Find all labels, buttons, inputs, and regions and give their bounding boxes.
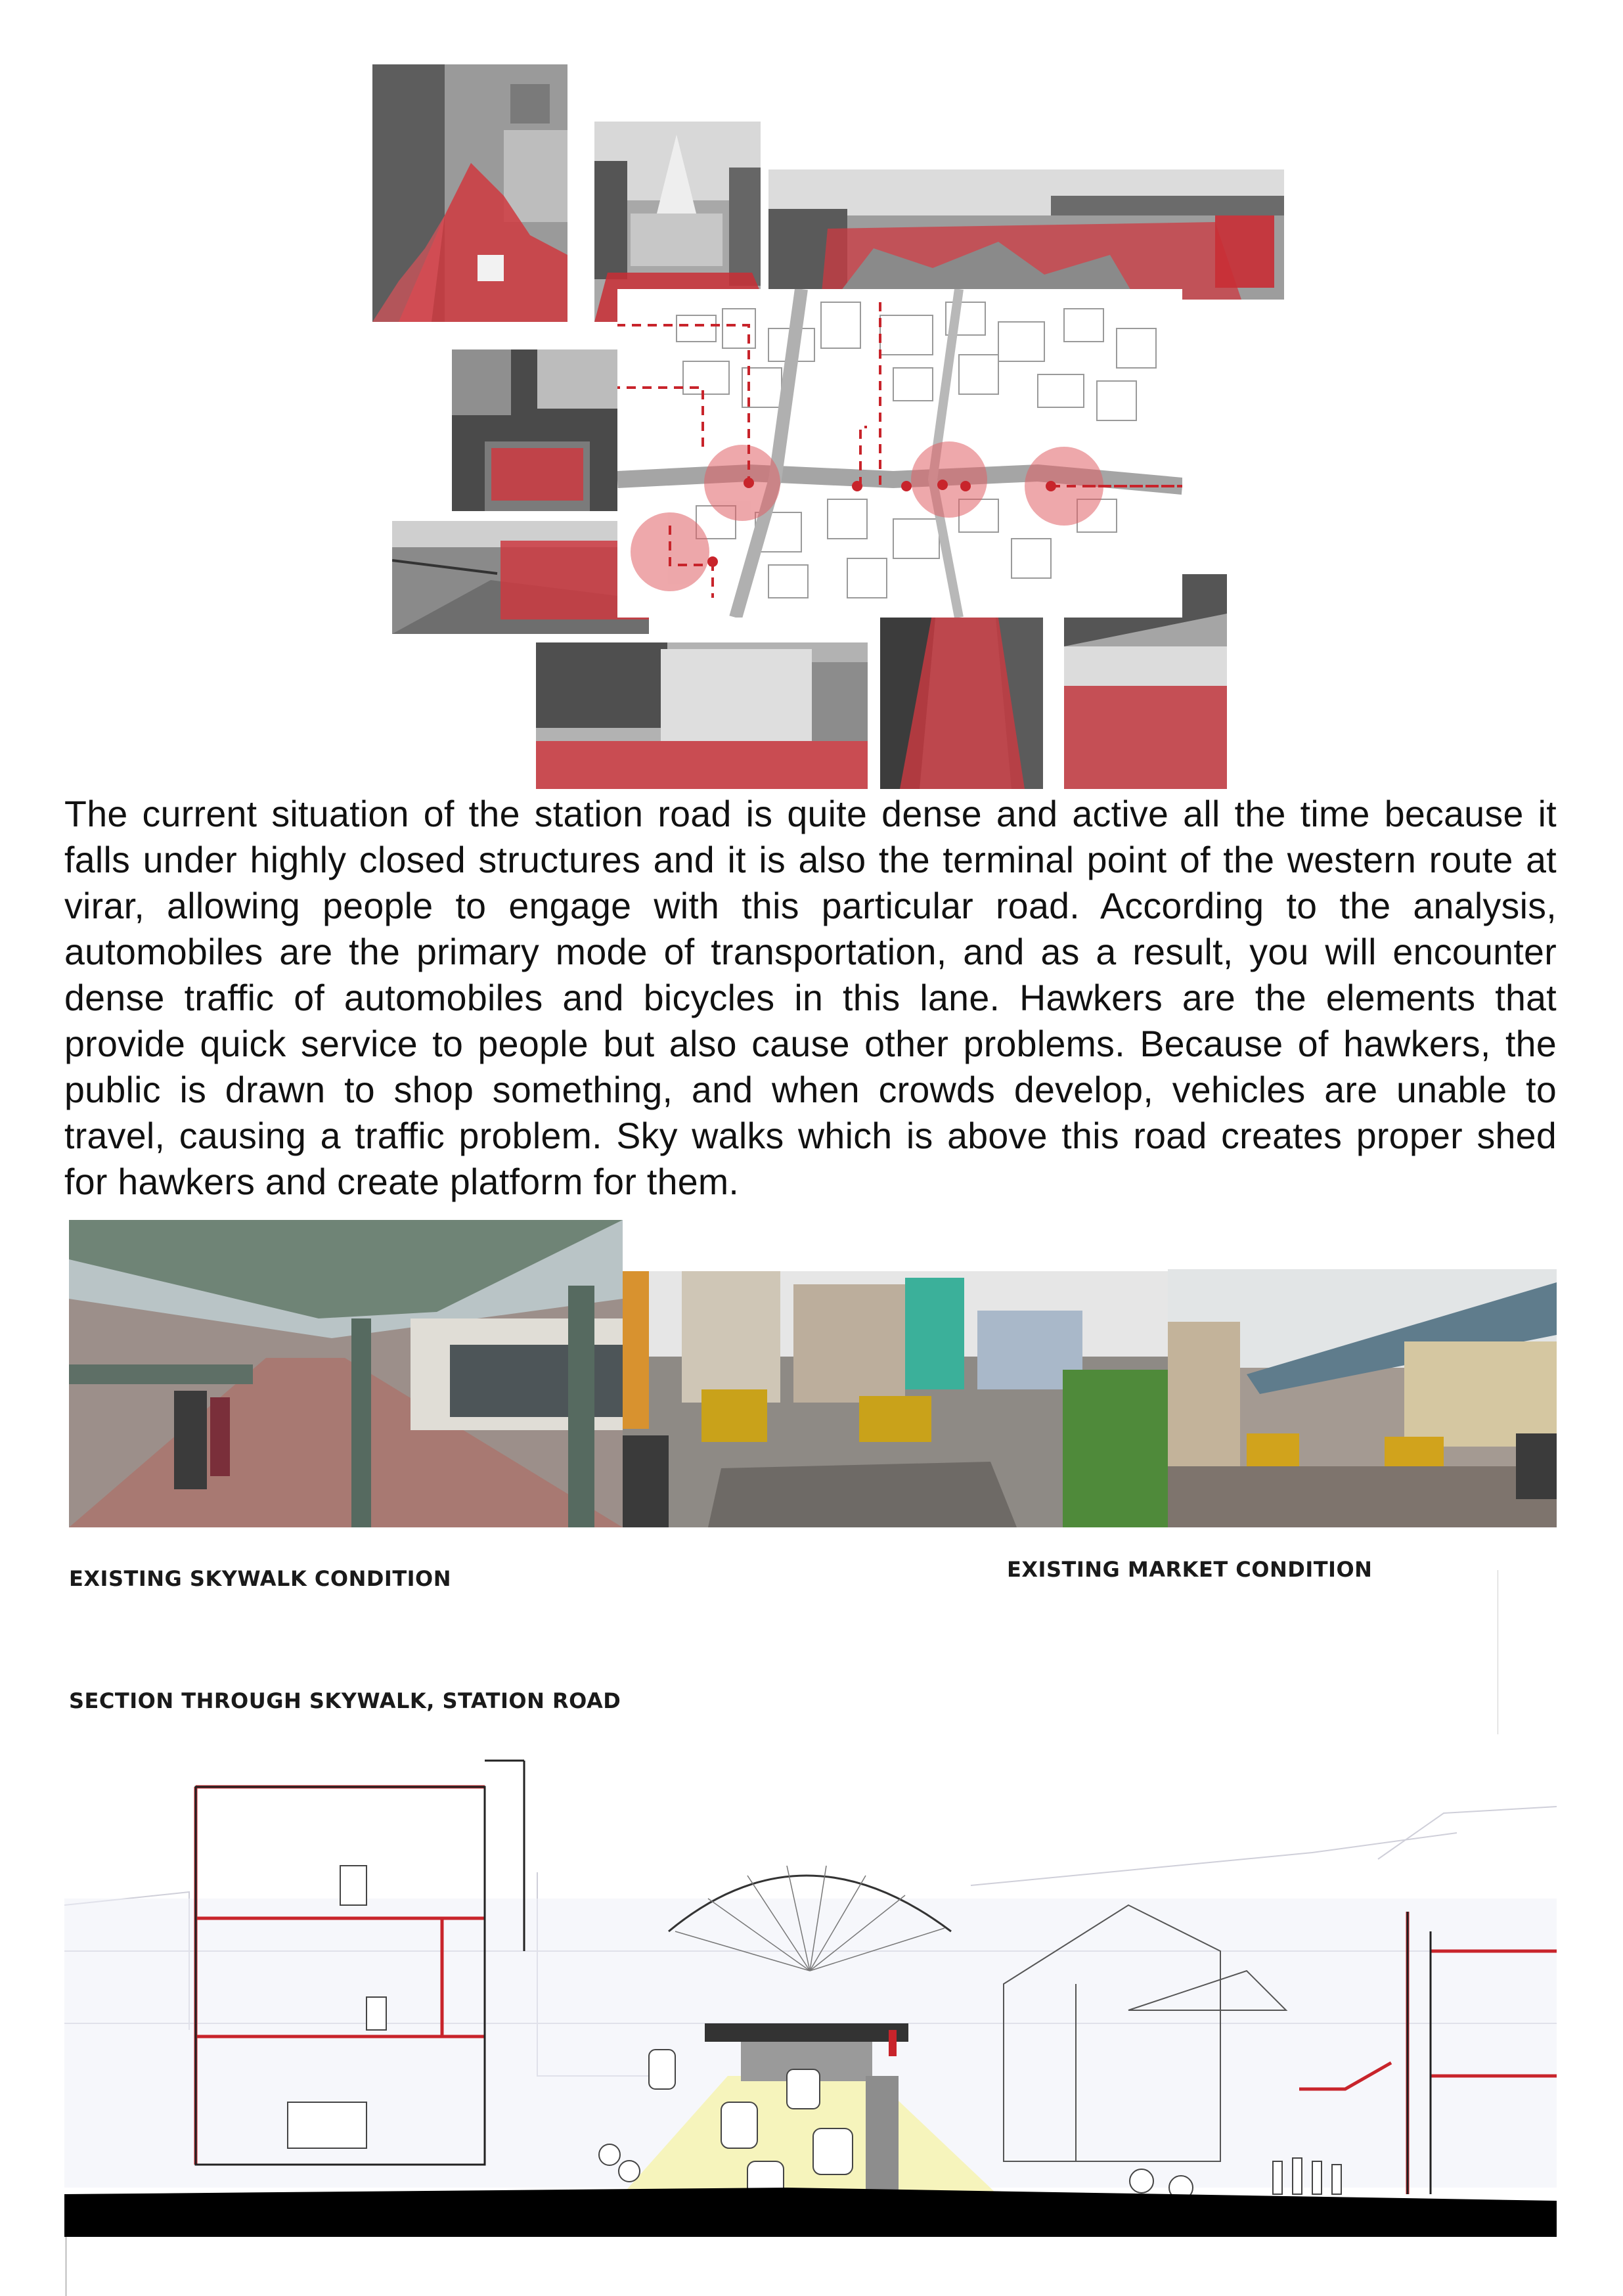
- photo-existing-skywalk: [69, 1220, 623, 1527]
- caption-existing-market: EXISTING MARKET CONDITION: [1007, 1557, 1373, 1582]
- photo-market-skywalk-road: [1168, 1269, 1557, 1527]
- mapping-photo-skywalk: [392, 521, 649, 634]
- description-paragraph: The current situation of the station road is quite dense and active all the time because it falls under highly closed structures and it is also the terminal point of the western route at virar, allowing people to engage with this particular road. According to the analysis, automobiles are the primary mode of transportation, and as a result, you will encounter dense traffic of automobiles and bicycles in this lane. Hawkers are the elements that provide quick service to people but also cause other problems. Because of hawkers, the public is drawn to shop something, and when crowds develop, vehicles are unable to travel, causing a traffic problem. Sky walks which is above this road creates proper shed for hawkers and create platform for them.: [64, 794, 1557, 1202]
- mapping-photo-shop: [452, 349, 624, 511]
- figure-ground-map: [617, 289, 1182, 618]
- architectural-section: [64, 1734, 1557, 2237]
- mapping-photo-road-vehicles: [536, 642, 868, 789]
- caption-existing-skywalk: EXISTING SKYWALK CONDITION: [69, 1566, 452, 1591]
- caption-section: SECTION THROUGH SKYWALK, STATION ROAD: [69, 1688, 621, 1713]
- mapping-photo-street-left: [372, 64, 567, 322]
- photo-market-square: [623, 1271, 1168, 1527]
- mapping-photo-market-wide: [768, 169, 1284, 300]
